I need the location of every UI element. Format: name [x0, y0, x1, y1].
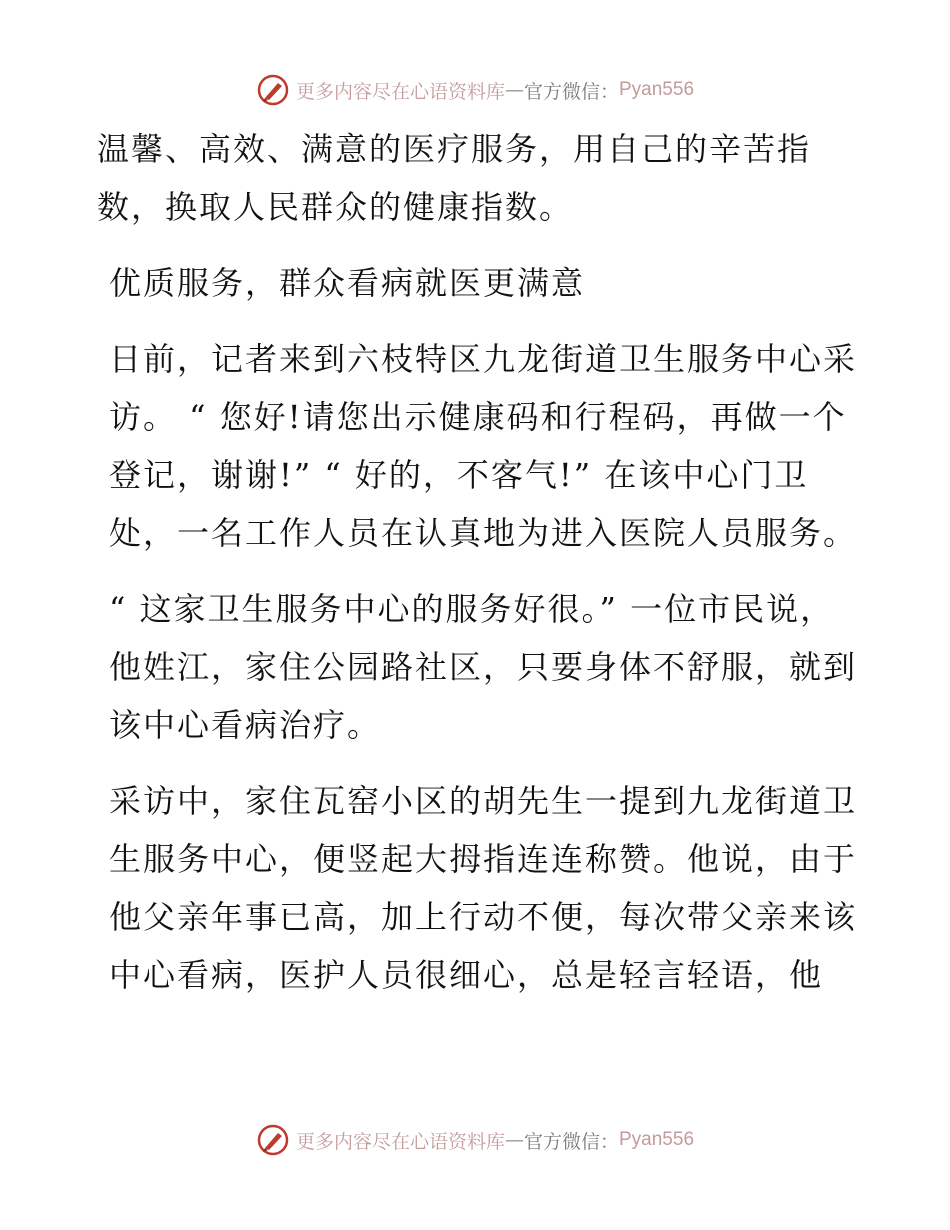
banner-wechat-id: Pyan556: [619, 79, 695, 100]
banner-dash: —: [504, 79, 524, 101]
pen-logo-icon: [256, 1123, 290, 1157]
footer-watermark-banner: [0, 1120, 950, 1160]
paragraph-4: “ 这家卫生服务中心的服务好很。” 一位市民说，他姓江，家住公园路社区，只要身体不舒服，就到该中心看病治疗。: [109, 590, 858, 744]
pen-logo-icon: [256, 73, 290, 107]
banner-wechat-id: Pyan556: [619, 1129, 695, 1150]
paragraph-3: 日前，记者来到六枝特区九龙街道卫生服务中心采访。 “ 您好!请您出示健康码和行程码，再做一个登记，谢谢!” “ 好的，不客气!” 在该中心门卫处，一名工作人员在认真地为进入医院人员服务。: [109, 340, 858, 552]
banner-dash: —: [504, 1129, 524, 1151]
banner-official-label: 官方微信：: [523, 80, 619, 103]
paragraph-2-subheading: 优质服务，群众看病就医更满意: [109, 264, 586, 302]
banner-main-text: 更多内容尽在心语资料库: [295, 80, 505, 103]
paragraph-1: 温馨、高效、满意的医疗服务，用自己的辛苦指数，换取人民群众的健康指数。: [97, 130, 812, 226]
banner-main-text: 更多内容尽在心语资料库: [295, 1130, 505, 1153]
header-watermark-banner: [0, 70, 950, 110]
document-body: [97, 120, 857, 1022]
paragraph-5: 采访中，家住瓦窑小区的胡先生一提到九龙街道卫生服务中心，便竖起大拇指连连称赞。他说，由于他父亲年事已高，加上行动不便，每次带父亲来该中心看病，医护人员很细心，总是轻言轻语，他: [109, 782, 858, 994]
banner-official-label: 官方微信：: [523, 1130, 619, 1153]
